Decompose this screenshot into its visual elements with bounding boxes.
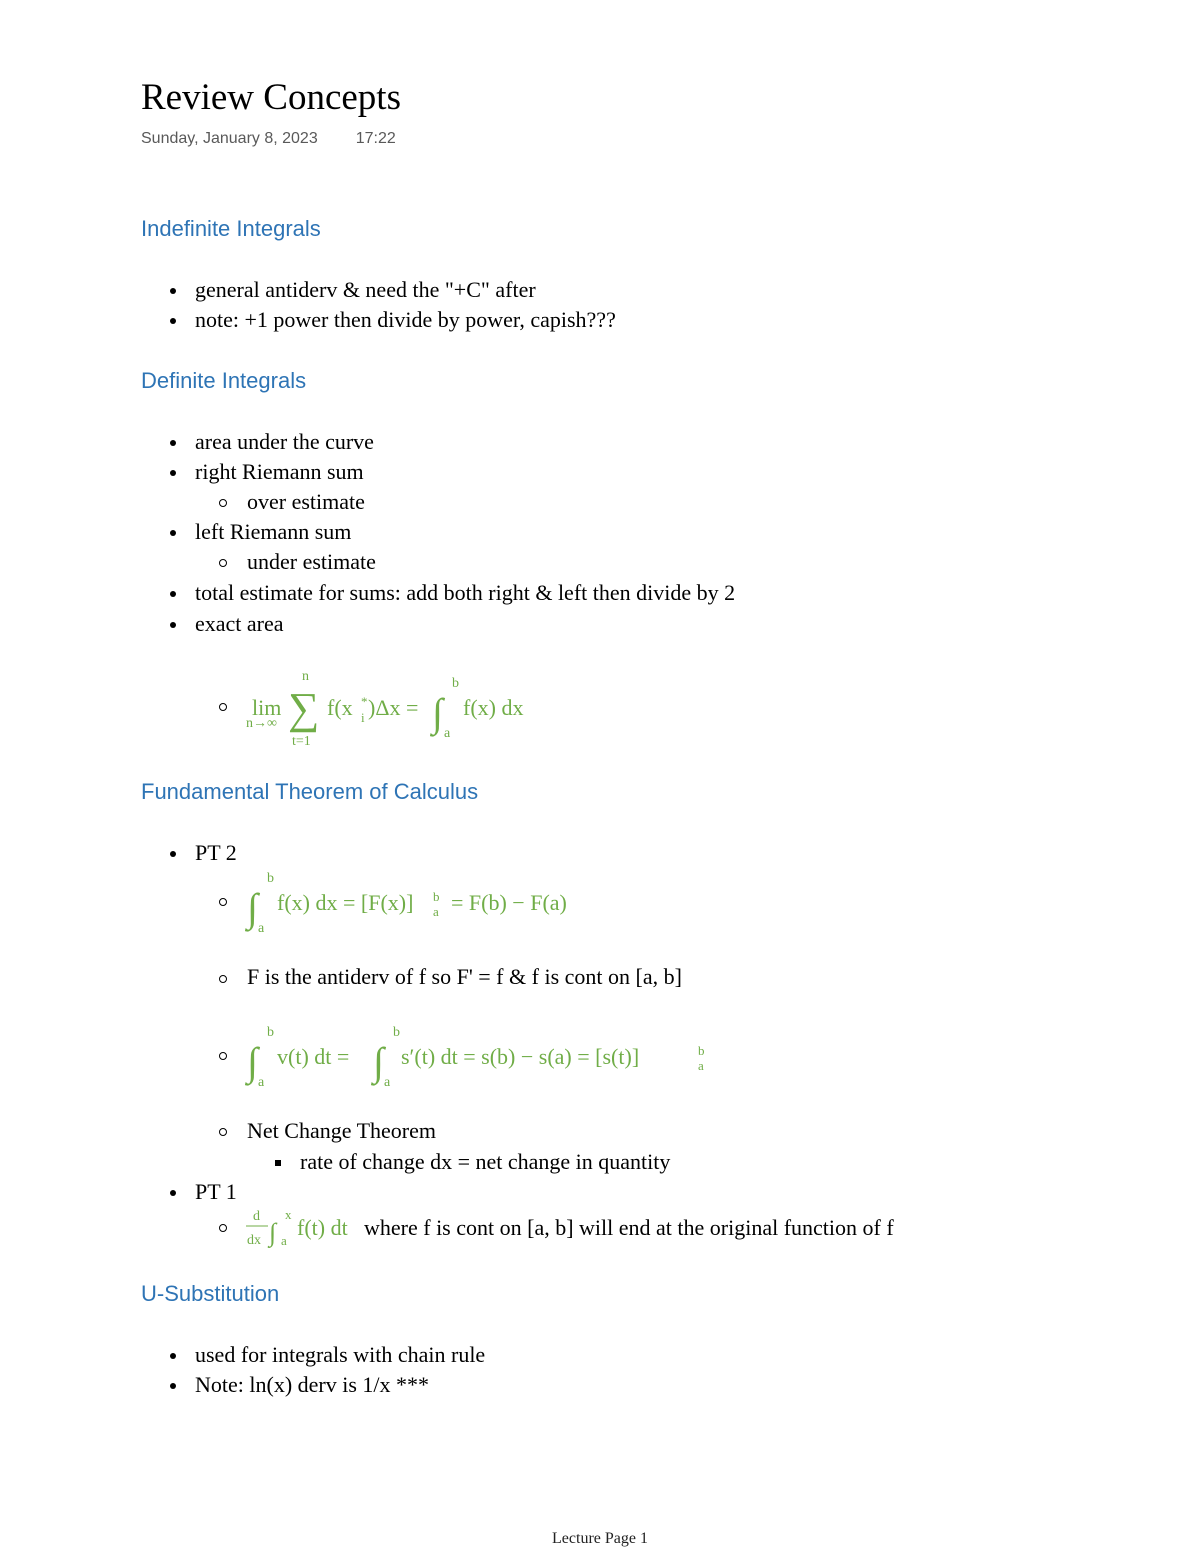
bullet-icon [170, 1383, 176, 1389]
page-date: Sunday, January 8, 2023 [141, 130, 318, 147]
heading-indefinite-integrals: Indefinite Integrals [141, 216, 321, 241]
bullet-icon [170, 1353, 176, 1359]
integral-symbol: ∫ [269, 1218, 277, 1247]
integral-symbol: ∫ [247, 885, 258, 930]
sub-bullet-icon [219, 499, 227, 507]
bracket-superscript: b [433, 889, 440, 904]
bullet-icon [170, 1190, 176, 1196]
integral-lower-limit: a [281, 1233, 287, 1248]
integral-upper-limit: b [267, 1025, 274, 1040]
summand-rest: )Δx = [368, 695, 419, 720]
bullet-icon [170, 470, 176, 476]
sub-bullet-icon [219, 975, 227, 983]
sum-symbol: ∑ [288, 684, 320, 733]
integrand: f(x) dx [463, 695, 524, 720]
heading-fundamental-theorem: Fundamental Theorem of Calculus [141, 779, 479, 804]
heading-u-substitution: U-Substitution [141, 1281, 280, 1306]
integral-upper-limit: b [452, 676, 459, 691]
equation-rest: s′(t) dt = s(b) − s(a) = [s(t)] [401, 1044, 640, 1069]
derivative-numerator: d [253, 1209, 260, 1224]
sum-upper-limit: n [302, 669, 309, 684]
summand-subscript: i [361, 710, 365, 725]
list-item: exact area [195, 611, 284, 636]
bullet-icon [170, 851, 176, 857]
integral-lower-limit: a [384, 1075, 391, 1090]
sub-bullet-icon [219, 898, 227, 906]
sub-bullet-icon [219, 703, 227, 711]
lim-subscript: n→∞ [246, 716, 277, 731]
integral-lower-limit: a [258, 921, 265, 936]
integrand: f(t) dt [297, 1215, 348, 1240]
bullet-icon [170, 530, 176, 536]
summand: f(x [327, 695, 353, 720]
sum-lower-limit: t=1 [292, 734, 311, 749]
bullet-icon [170, 440, 176, 446]
bullet-icon [170, 318, 176, 324]
sub-bullet-icon [219, 1224, 227, 1232]
page-title: Review Concepts [141, 77, 401, 118]
summand-superscript: * [361, 694, 368, 709]
bullet-icon [170, 591, 176, 597]
list-item: F is the antiderv of f so F' = f & f is cont on [a, b] [247, 964, 682, 989]
list-item: left Riemann sum [195, 519, 352, 544]
sub-sub-bullet-icon [275, 1160, 281, 1166]
integral-upper-limit: x [285, 1207, 292, 1222]
page-time: 17:22 [355, 130, 396, 147]
integral-symbol: ∫ [432, 690, 443, 735]
list-item: general antiderv & need the "+C" after [195, 277, 536, 302]
bracket-subscript: a [698, 1058, 704, 1073]
bracket-superscript: b [698, 1043, 705, 1058]
list-item: area under the curve [195, 429, 374, 454]
integral-lower-limit: a [444, 726, 451, 741]
bullet-icon [170, 622, 176, 628]
sub-bullet-icon [219, 1052, 227, 1060]
list-item: Note: ln(x) derv is 1/x *** [195, 1372, 430, 1397]
list-item: rate of change dx = net change in quantity [300, 1149, 671, 1174]
integral-lower-limit: a [258, 1075, 265, 1090]
list-item: PT 1 [195, 1179, 237, 1204]
list-item: PT 2 [195, 840, 237, 865]
list-item: Net Change Theorem [247, 1118, 436, 1143]
equation-body: f(x) dx = [F(x)] [277, 890, 414, 915]
bullet-icon [170, 288, 176, 294]
page-meta [141, 127, 396, 151]
list-item: under estimate [247, 549, 376, 574]
list-item: right Riemann sum [195, 459, 364, 484]
integral-upper-limit: b [267, 871, 274, 886]
page-footer: Lecture Page 1 [552, 1530, 648, 1547]
list-item: note: +1 power then divide by power, capish??? [195, 307, 616, 332]
list-item: total estimate for sums: add both right & left then divide by 2 [195, 580, 736, 605]
equation-tail-text: where f is cont on [a, b] will end at the original function of f [364, 1215, 894, 1240]
equation-body: v(t) dt = [277, 1044, 350, 1069]
lim-symbol: lim [252, 695, 282, 720]
bracket-subscript: a [433, 904, 439, 919]
integral-symbol: ∫ [373, 1039, 384, 1084]
integral-symbol: ∫ [247, 1039, 258, 1084]
list-item: over estimate [247, 489, 365, 514]
list-item: used for integrals with chain rule [195, 1342, 486, 1367]
heading-definite-integrals: Definite Integrals [141, 368, 307, 393]
sub-bullet-icon [219, 1128, 227, 1136]
derivative-denominator: dx [247, 1233, 261, 1248]
equation-rest: = F(b) − F(a) [451, 890, 567, 915]
integral-upper-limit: b [393, 1025, 400, 1040]
sub-bullet-icon [219, 559, 227, 567]
